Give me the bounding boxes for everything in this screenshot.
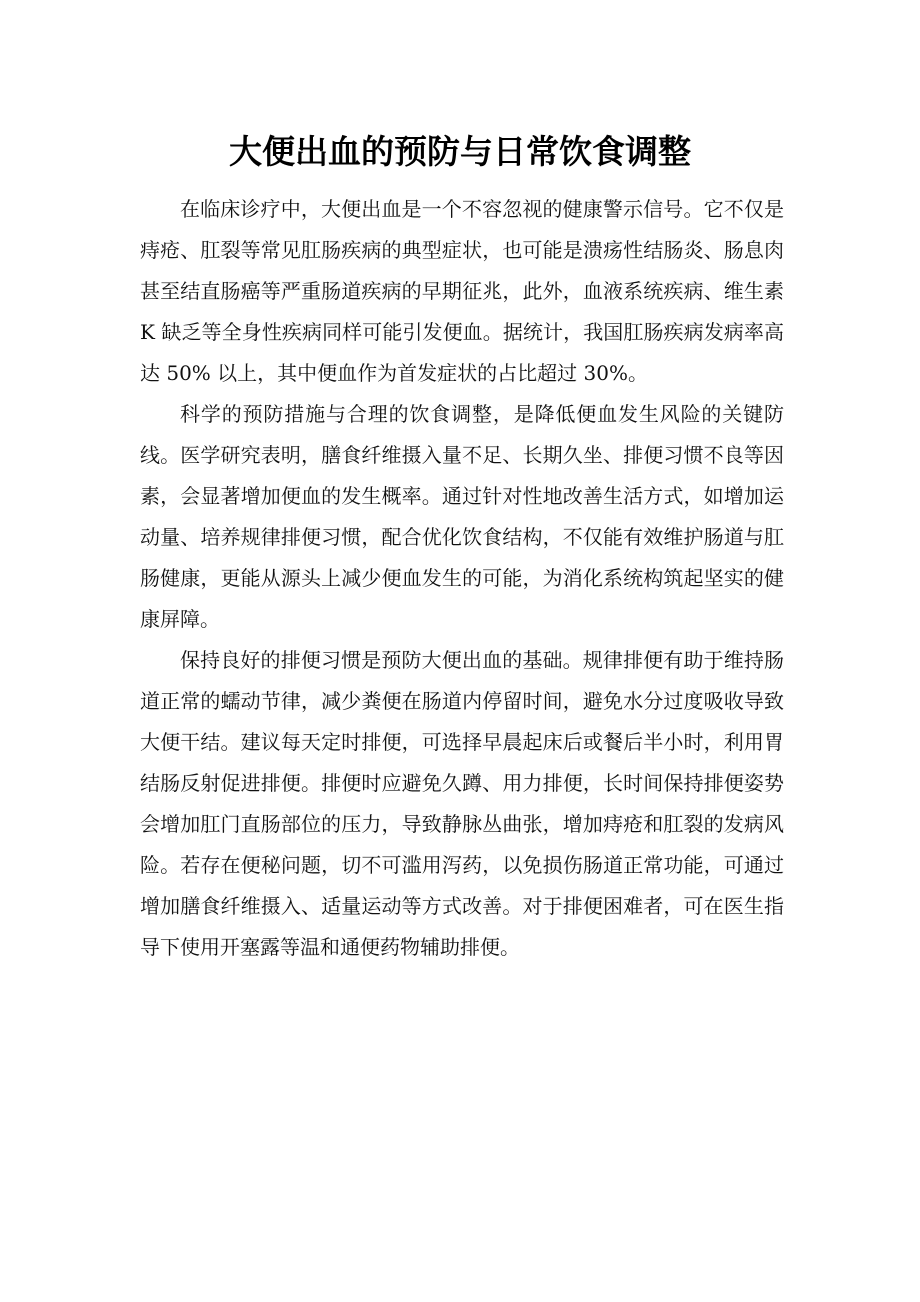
paragraph-intro: 在临床诊疗中，大便出血是一个不容忽视的健康警示信号。它不仅是痔疮、肛裂等常见肛肠疾病的典型症状，也可能是溃疡性结肠炎、肠息肉甚至结直肠癌等严重肠道疾病的早期征兆，此外，血液系统疾病、维生素 K 缺乏等全身性疾病同样可能引发便血。据统计，我国肛肠疾病发病率高达 50% 以上，其中便血作为首发症状的占比超过 30%。 (140, 197, 784, 385)
document-body (140, 189, 784, 968)
paragraph-prevention: 科学的预防措施与合理的饮食调整，是降低便血发生风险的关键防线。医学研究表明，膳食纤维摄入量不足、长期久坐、排便习惯不良等因素，会显著增加便血的发生概率。通过针对性地改善生活方式，如增加运动量、培养规律排便习惯，配合优化饮食结构，不仅能有效维护肠道与肛肠健康，更能从源头上减少便血发生的可能，为消化系统构筑起坚实的健康屏障。 (140, 402, 784, 631)
document-title: 大便出血的预防与日常饮食调整 (229, 132, 691, 171)
paragraph-bowel-habits: 保持良好的排便习惯是预防大便出血的基础。规律排便有助于维持肠道正常的蠕动节律，减少粪便在肠道内停留时间，避免水分过度吸收导致大便干结。建议每天定时排便，可选择早晨起床后或餐后半小时，利用胃结肠反射促进排便。排便时应避免久蹲、用力排便，长时间保持排便姿势会增加肛门直肠部位的压力，导致静脉丛曲张，增加痔疮和肛裂的发病风险。若存在便秘问题，切不可滥用泻药，以免损伤肠道正常功能，可通过增加膳食纤维摄入、适量运动等方式改善。对于排便困难者，可在医生指导下使用开塞露等温和通便药物辅助排便。 (140, 648, 784, 959)
